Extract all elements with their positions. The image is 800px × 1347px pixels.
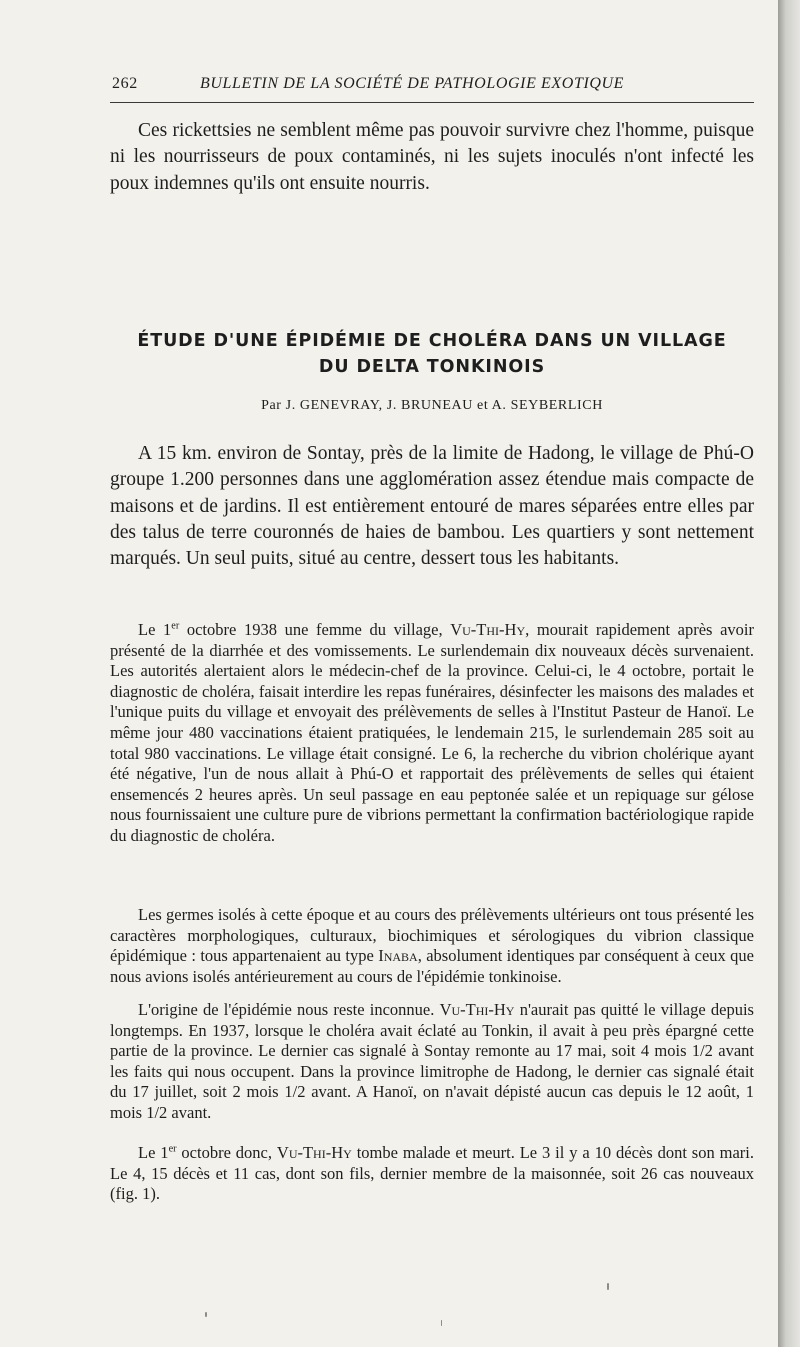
p4-text-a: Le 1	[138, 1143, 169, 1162]
p3-text-a: L'origine de l'épidémie nous reste inconnue.	[138, 1000, 440, 1019]
p4-superscript: er	[168, 1143, 177, 1155]
p1-patient-name: Vu-Thi-Hy	[450, 620, 526, 639]
article-title-line-1: ÉTUDE D'UNE ÉPIDÉMIE DE CHOLÉRA DANS UN VILLAGE	[137, 331, 727, 351]
p1-text-a: Le 1	[138, 620, 172, 639]
body-paragraph-2	[110, 905, 754, 987]
p4-text-c: tombe malade et meurt. Le 3 il y a 10 décès dont son mari. Le 4, 15 décès et 11 cas, dont son fils, dernier membre de la maisonnée, soit 26 cas nouveaux (fig. 1).	[110, 1143, 754, 1204]
journal-running-title: BULLETIN DE LA SOCIÉTÉ DE PATHOLOGIE EXOTIQUE	[200, 75, 625, 92]
paper-speck	[441, 1320, 442, 1326]
page-number: 262	[112, 75, 138, 92]
body-paragraph-4	[110, 1143, 754, 1205]
intro-paragraph: Ces rickettsies ne semblent même pas pouvoir survivre chez l'homme, puisque ni les nourrisseurs de poux contaminés, ni les sujets inoculés n'ont infecté les poux indemnes qu'ils ont ensuite nourris.	[110, 120, 754, 194]
p4-text-b: octobre donc,	[176, 1143, 277, 1162]
body-paragraph-3	[110, 1000, 754, 1124]
p1-text-b: octobre 1938 une femme du village,	[179, 620, 451, 639]
p4-patient-name: Vu-Thi-Hy	[276, 1143, 352, 1162]
p1-superscript: er	[171, 620, 180, 632]
p3-text-b: n'aurait pas quitté le village depuis longtemps. En 1937, lorsque le choléra avait éclaté au Tonkin, il avait à peu près épargné cette partie de la province. Le dernier cas signalé à Sontay remonte au 17 mai, soit 4 mois 1/2 avant les faits qui nous occupent. Dans la province limitrophe de Hadong, le dernier cas signalé était du 17 juillet, soit 2 mois 1/2 avant. A Hanoï, on n'avait dépisté aucun cas depuis le 12 août, 1 mois 1/2 avant.	[110, 1000, 754, 1122]
article-title-line-2: DU DELTA TONKINOIS	[318, 357, 546, 377]
p1-text-c: , mourait rapidement après avoir présenté de la diarrhée et des vomissements. Le surlendemain dix nouveaux décès survenaient. Les autorités alertaient alors le médecin-chef de la province. Celui-ci, le 4 octobre, portait le diagnostic de choléra, faisait interdire les repas funéraires, désinfecter les maisons des malades et l'unique puits du village et envoyait des prélèvements de selles à l'Institut Pasteur de Hanoï. Le même jour 480 vaccinations étaient pratiquées, le lendemain 215, le surlendemain 285 soit au total 980 vaccinations. Le village était consigné. Le 6, la recherche du vibrion cholérique ayant été négative, l'un de nous allait à Phú-O et rapportait des prélèvements de selles qui étaient ensemencés 2 heures après. Un seul passage en eau peptonée salée et un repiquage sur gélose nous fournissaient une culture pure de vibrions permettant la confirmation bactériologique rapide du diagnostic de choléra.	[110, 620, 754, 845]
book-spine-shadow	[778, 0, 800, 1347]
running-header	[112, 75, 752, 97]
p3-patient-name: Vu-Thi-Hy	[439, 1000, 515, 1019]
p2-text-a: Les germes isolés à cette époque et au cours des prélèvements ultérieurs ont tous présenté les caractères morphologiques, culturaux, biochimiques et sérologiques du vibrion classique épidémique : tous appartenaient au type	[110, 905, 754, 966]
lead-paragraph: A 15 km. environ de Sontay, près de la limite de Hadong, le village de Phú-O groupe 1.200 personnes dans une agglomération assez étendue mais compacte de maisons et de jardins. Il est entièrement entouré de mares séparées entre elles par des talus de terre couronnés de haies de bambou. Les quartiers y sont nettement marqués. Un seul puits, situé au centre, dessert tous les habitants.	[110, 443, 754, 570]
article-authors: Par J. GENEVRAY, J. BRUNEAU et A. SEYBERLICH	[261, 398, 603, 413]
body-paragraph-1	[110, 620, 754, 847]
header-rule	[110, 102, 754, 103]
p2-serotype-name: Inaba	[378, 946, 418, 966]
paper-speck	[205, 1312, 207, 1317]
paper-speck	[607, 1283, 609, 1290]
p2-text-b: , absolument identiques par conséquent à ceux que nous avions isolés antérieurement au cours de l'épidémie tonkinoise.	[110, 946, 754, 986]
